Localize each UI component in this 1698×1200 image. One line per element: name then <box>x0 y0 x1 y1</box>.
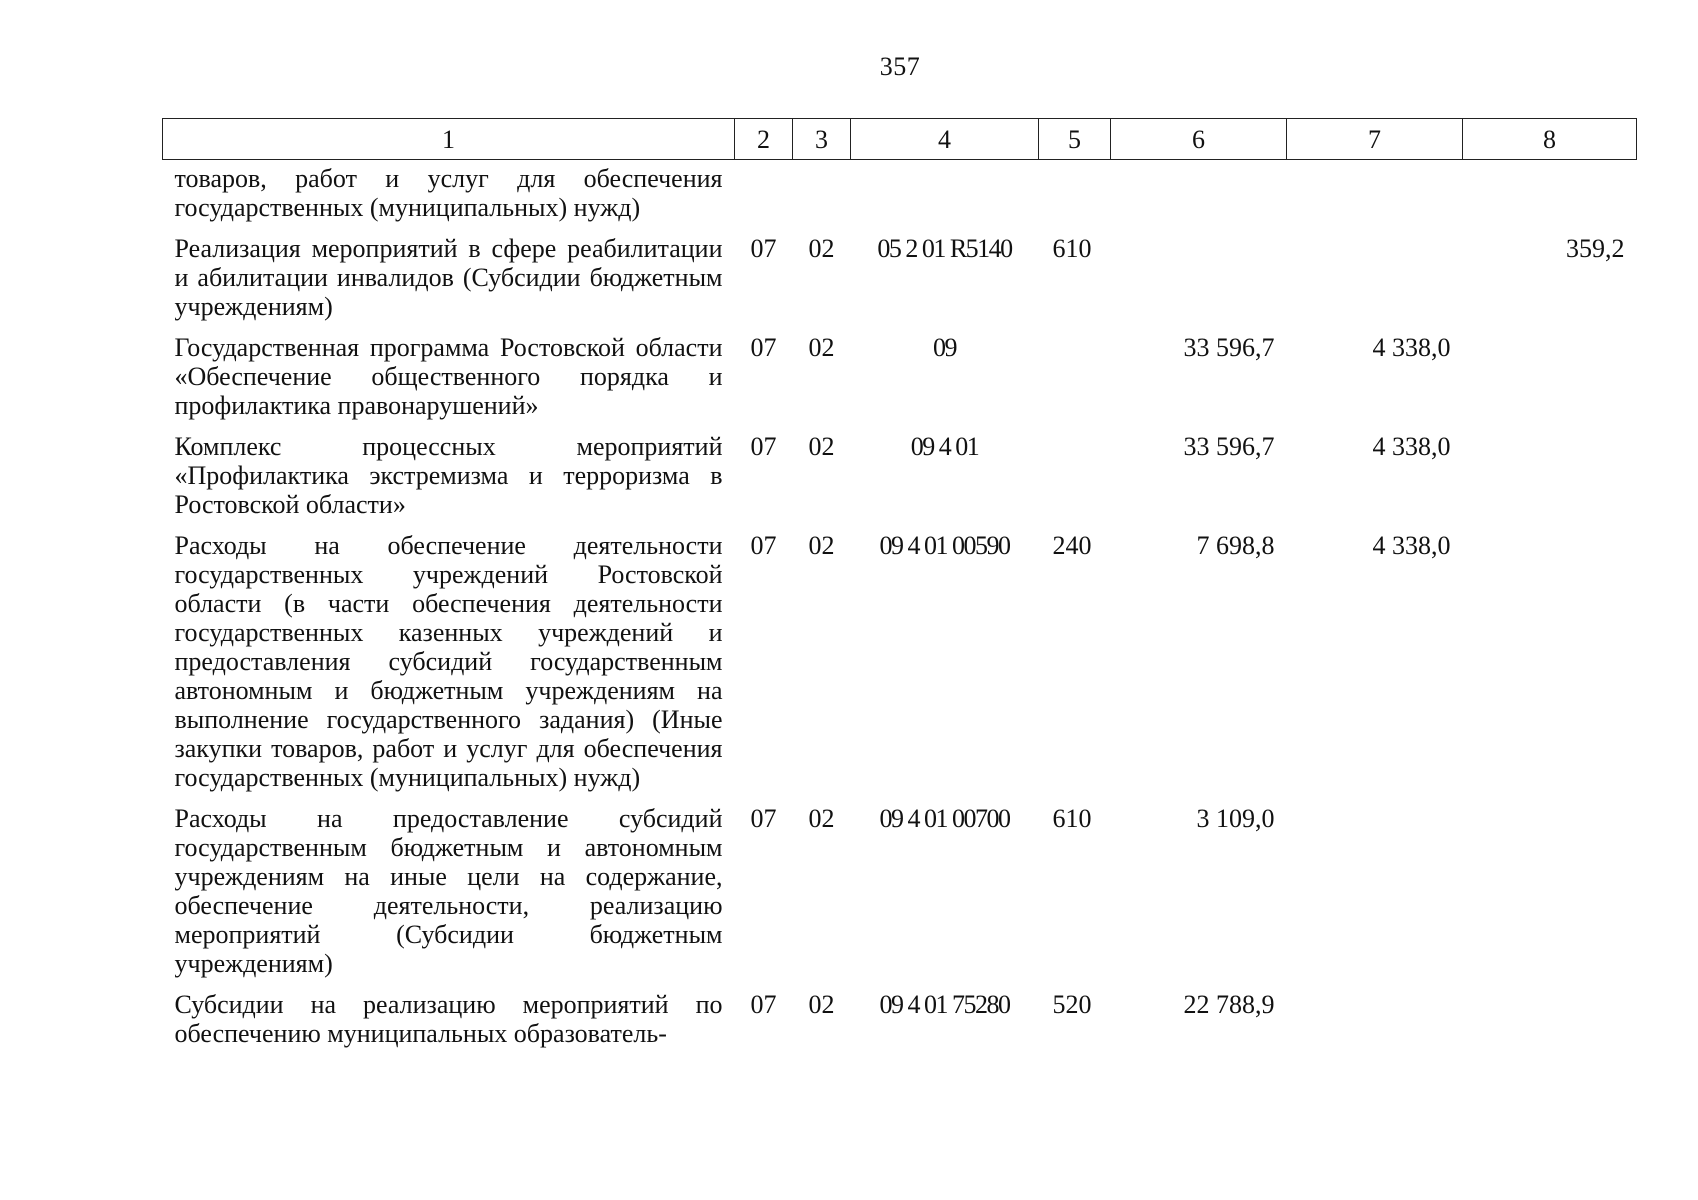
row-subsection: 02 <box>808 234 835 263</box>
row-subsection: 02 <box>808 333 835 362</box>
row-section: 07 <box>750 234 777 263</box>
row-subsection: 02 <box>808 531 835 560</box>
row-expense-type: 610 <box>1052 804 1092 833</box>
table-header <box>163 119 1637 160</box>
row-section: 07 <box>750 432 777 461</box>
table-row <box>163 333 1637 432</box>
row-target-article: 09 4 01 00590 <box>879 531 1010 560</box>
row-value-col6 <box>1111 160 1287 235</box>
page-number: 357 <box>879 52 921 81</box>
row-section: 07 <box>750 531 777 560</box>
row-description: Реализация мероприятий в сфере реабилитации и абилитации инвалидов (Субсидии бюджетным учреждениям) <box>174 234 723 321</box>
row-value-col7 <box>1287 804 1463 990</box>
row-target-article: 05 2 01 R5140 <box>877 234 1012 263</box>
row-subsection <box>793 160 851 235</box>
table-row <box>163 531 1637 804</box>
row-description: Расходы на предоставление субсидий государственным бюджетным и автономным учреждениям на иные цели на содержание, обеспечение деятельности, реализацию мероприятий (Субсидии бюджетным учреждениям) <box>174 804 723 978</box>
column-header-6: 6 <box>1111 119 1287 160</box>
column-header-8: 8 <box>1463 119 1637 160</box>
table-row <box>163 990 1637 1060</box>
row-value-col8 <box>1463 531 1637 804</box>
row-value-col6: 22 788,9 <box>1183 990 1275 1019</box>
row-expense-type <box>1039 432 1111 531</box>
table-body <box>163 160 1637 1061</box>
row-value-col7 <box>1287 990 1463 1060</box>
row-value-col6: 33 596,7 <box>1183 432 1275 461</box>
row-value-col8 <box>1463 160 1637 235</box>
row-value-col6: 33 596,7 <box>1183 333 1275 362</box>
row-description: товаров, работ и услуг для обеспечения государственных (муниципальных) нужд) <box>174 164 723 222</box>
row-value-col6 <box>1111 234 1287 333</box>
row-value-col6: 3 109,0 <box>1196 804 1275 833</box>
row-target-article: 09 4 01 <box>910 432 979 461</box>
row-expense-type: 520 <box>1052 990 1092 1019</box>
column-header-1: 1 <box>163 119 735 160</box>
row-expense-type: 240 <box>1052 531 1092 560</box>
header-row <box>163 119 1637 160</box>
table-row <box>163 234 1637 333</box>
row-target-article: 09 4 01 75280 <box>879 990 1010 1019</box>
table-row <box>163 160 1637 235</box>
row-value-col7 <box>1287 234 1463 333</box>
row-section: 07 <box>750 990 777 1019</box>
row-expense-type: 610 <box>1052 234 1092 263</box>
row-value-col8 <box>1463 804 1637 990</box>
row-value-col8 <box>1463 432 1637 531</box>
row-description: Государственная программа Ростовской области «Обеспечение общественного порядка и профилактика правонарушений» <box>174 333 723 420</box>
table-row <box>163 804 1637 990</box>
row-value-col8 <box>1463 333 1637 432</box>
row-expense-type <box>1039 160 1111 235</box>
row-value-col7: 4 338,0 <box>1372 531 1451 560</box>
row-target-article: 09 4 01 00700 <box>879 804 1010 833</box>
row-value-col8 <box>1463 990 1637 1060</box>
row-value-col7 <box>1287 160 1463 235</box>
column-header-4: 4 <box>851 119 1039 160</box>
row-description: Расходы на обеспечение деятельности государственных учреждений Ростовской области (в части обеспечения деятельности государственных казенных учреждений и предоставления субсидий государственным автономным и бюджетным учреждениям на выполнение государственного задания) (Иные закупки товаров, работ и услуг для обеспечения государственных (муниципальных) нужд) <box>174 531 723 792</box>
row-section: 07 <box>750 333 777 362</box>
row-value-col6: 7 698,8 <box>1196 531 1275 560</box>
table-row <box>163 432 1637 531</box>
row-target-article: 09 <box>933 333 956 362</box>
row-section: 07 <box>750 804 777 833</box>
row-description: Комплекс процессных мероприятий «Профилактика экстремизма и терроризма в Ростовской области» <box>174 432 723 519</box>
budget-table <box>162 118 1637 1060</box>
row-value-col8: 359,2 <box>1566 234 1625 263</box>
row-target-article <box>851 160 1039 235</box>
column-header-2: 2 <box>735 119 793 160</box>
row-value-col7: 4 338,0 <box>1372 333 1451 362</box>
row-subsection: 02 <box>808 432 835 461</box>
row-subsection: 02 <box>808 990 835 1019</box>
row-expense-type <box>1039 333 1111 432</box>
column-header-7: 7 <box>1287 119 1463 160</box>
column-header-5: 5 <box>1039 119 1111 160</box>
row-section <box>735 160 793 235</box>
row-description: Субсидии на реализацию мероприятий по обеспечению муниципальных образователь- <box>174 990 723 1048</box>
row-value-col7: 4 338,0 <box>1372 432 1451 461</box>
row-subsection: 02 <box>808 804 835 833</box>
column-header-3: 3 <box>793 119 851 160</box>
